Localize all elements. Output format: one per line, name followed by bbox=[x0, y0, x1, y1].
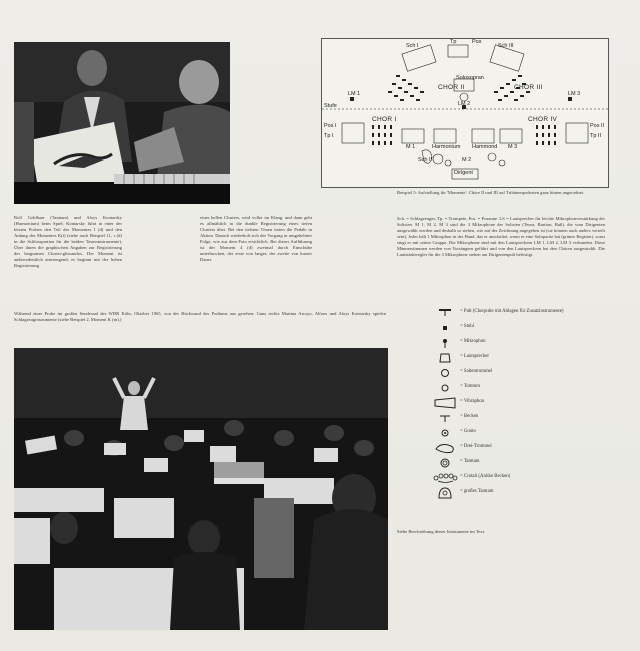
chair-icon bbox=[432, 321, 458, 335]
gong-icon bbox=[432, 426, 458, 440]
label-pos-1: Pos I bbox=[324, 123, 337, 129]
label-sch-1: Sch I bbox=[406, 43, 419, 49]
legend-item bbox=[430, 486, 610, 500]
loudspeaker-icon bbox=[432, 351, 458, 365]
crotali-icon bbox=[432, 471, 458, 485]
legend-item bbox=[430, 306, 610, 320]
legend-label: = Gonto bbox=[460, 429, 476, 434]
label-m3: M 3 bbox=[508, 144, 518, 150]
legend-label: = Saitentrommel bbox=[460, 369, 493, 374]
legend-item bbox=[430, 351, 610, 365]
photo1-caption-right: eines hellen Clusters, wird voller im Klang, und dann geht es allmählich in die dunkle Registrierung eines tiefen Clusters über. Bei den tiefsten Tönen treten die Pedale in Aktion. Danach wiederholt sich der Vorgang in umgekehrter Folge, wie aus dem Foto ersichtlich. Bei dieser Aufführung ist der Moment 4 (d) zweimal durch Einschübe unterbrochen, der erste von langer, der zweite von kurzer Dauer. bbox=[200, 215, 312, 262]
legend-label: = Stuhl bbox=[460, 324, 475, 329]
legend-label: = Crotali (Antike Becken) bbox=[460, 474, 511, 479]
photo-rehearsal bbox=[14, 348, 388, 630]
diagram-caption: Beispiel 5: Aufstellung für 'Momente': Chöre II und III auf Tribünenpodesten ganz hinten angeordnet. bbox=[397, 190, 585, 195]
legend-label: = Tamtam bbox=[460, 459, 480, 464]
legend-note: Siehe Beschreibung dieser Instrumente im Text. bbox=[397, 529, 486, 534]
label-harmonium: Harmonium bbox=[432, 144, 461, 150]
tomtom-icon bbox=[432, 381, 458, 395]
label-hammond: Hammond bbox=[472, 144, 498, 150]
label-chor-3: CHOR III bbox=[514, 84, 543, 91]
legend-item bbox=[430, 411, 610, 425]
legend-item bbox=[430, 456, 610, 470]
microphone-icon bbox=[432, 336, 458, 350]
label-lm2: LM 2 bbox=[458, 101, 471, 107]
label-dirigent: Dirigent bbox=[454, 170, 473, 176]
label-tp: Tp bbox=[450, 39, 457, 45]
legend-label: = Lautsprecher bbox=[460, 354, 489, 359]
photo-keyboard-players bbox=[14, 42, 230, 204]
music-stand-icon bbox=[432, 306, 458, 320]
label-lm3: LM 3 bbox=[568, 91, 581, 97]
diagram-description: Sch. = Schlagzeuger, Tp. = Trompete, Pos. = Posaune. LS = Lautsprecher für leichte Mikrophonverstärkung der Solisten. M 1, M 2, M 3 sind die 3 Mikrophone der Solisten (Tenor, Bariton, Baß), die vom Dirigenten ausgewählt werden und deshalb so stehen, wie auf der Zeichnung angegeben ist (sie können auch anders verteilt sein). Jeder hält 1 Mikrophon in der Hand, das er anschaltet, wenn er eine Solopartie hat (grünes Register), sonst singt er mit seiner Gruppe. Die Mikrophone sind mit den Lautsprechern LM 1, LM 2, LM 3 verbunden. Diese Männerstimmen werden von Vorsängern geführt und von den Lautsprechern bei den Chören ausgestrahlt. Die Lautstärkeregler für die 3 Mikrophone stehen am Dirigentenpult befestigt. bbox=[397, 216, 605, 257]
label-sch-2: Sch II bbox=[418, 157, 433, 163]
label-chor-1: CHOR I bbox=[372, 116, 397, 123]
legend-item bbox=[430, 396, 610, 410]
three-drum-icon bbox=[432, 441, 458, 455]
legend-item bbox=[430, 441, 610, 455]
photo1-caption-left: Rolf Gehlhaar (Tamtam) und Aloys Kontarsky (Harmonium) beim Spiel; Kontarsky führt in einer der letzten Proben den Teil des Momentes I (d) und den Anfang des Momentes K(t) (siehe auch Beispiel 11, r (d) in die Schlusspartien für die beiden Tasteninstrumente). Über ihnen die graphischen Angaben zur Registrierung des langsamen Cluster-glissandos. Der Moment ist außerordentlich anstrengend; es beginnt mit der hohen Registrierung bbox=[14, 215, 122, 268]
label-stufe: Stufe bbox=[324, 103, 337, 109]
legend-item bbox=[430, 336, 610, 350]
label-m1: M 1 bbox=[406, 144, 416, 150]
vibraphone-icon bbox=[432, 396, 458, 410]
legend-label: = Vibraphon bbox=[460, 399, 485, 404]
legend-item bbox=[430, 366, 610, 380]
seating-diagram bbox=[321, 38, 609, 188]
legend-item bbox=[430, 426, 610, 440]
label-pos-2: Pos II bbox=[590, 123, 605, 129]
instrument-legend bbox=[430, 306, 610, 528]
label-tp-1: Tp I bbox=[324, 133, 334, 139]
label-tp-2: Tp II bbox=[590, 133, 602, 139]
label-solosopran: Solosopran bbox=[456, 75, 484, 81]
legend-label: = Mikrophon bbox=[460, 339, 486, 344]
legend-label: = großes Tamtam bbox=[460, 489, 494, 494]
legend-label: = Pult (Chorpulte mit Ablagen für Zusatzinstrumente) bbox=[460, 309, 564, 314]
legend-label: = Drei-Trommel bbox=[460, 444, 492, 449]
legend-item bbox=[430, 471, 610, 485]
photo2-caption: Während einer Probe im großen Sendesaal des WDR Köln, Oktober 1965, von der Rückwand des Podiums aus gesehen: Ganz rechts Martina Arroyo, Alfons und Aloys Kontarsky spielen Schlagzeuginstrumente (siehe Beispiel 2, Moment K (m).) bbox=[14, 311, 386, 322]
label-chor-2: CHOR II bbox=[438, 84, 465, 91]
snare-drum-icon bbox=[432, 366, 458, 380]
label-chor-4: CHOR IV bbox=[528, 116, 558, 123]
legend-item bbox=[430, 381, 610, 395]
legend-label: = Tomtom bbox=[460, 384, 481, 389]
legend-label: = Becken bbox=[460, 414, 479, 419]
label-lm1: LM 1 bbox=[348, 91, 361, 97]
tamtam-icon bbox=[432, 456, 458, 470]
legend-item bbox=[430, 321, 610, 335]
large-tamtam-icon bbox=[432, 486, 458, 500]
label-pos: Pos bbox=[472, 39, 482, 45]
label-m2: M 2 bbox=[462, 157, 472, 163]
cymbal-icon bbox=[432, 411, 458, 425]
label-sch-3: Sch III bbox=[498, 43, 514, 49]
